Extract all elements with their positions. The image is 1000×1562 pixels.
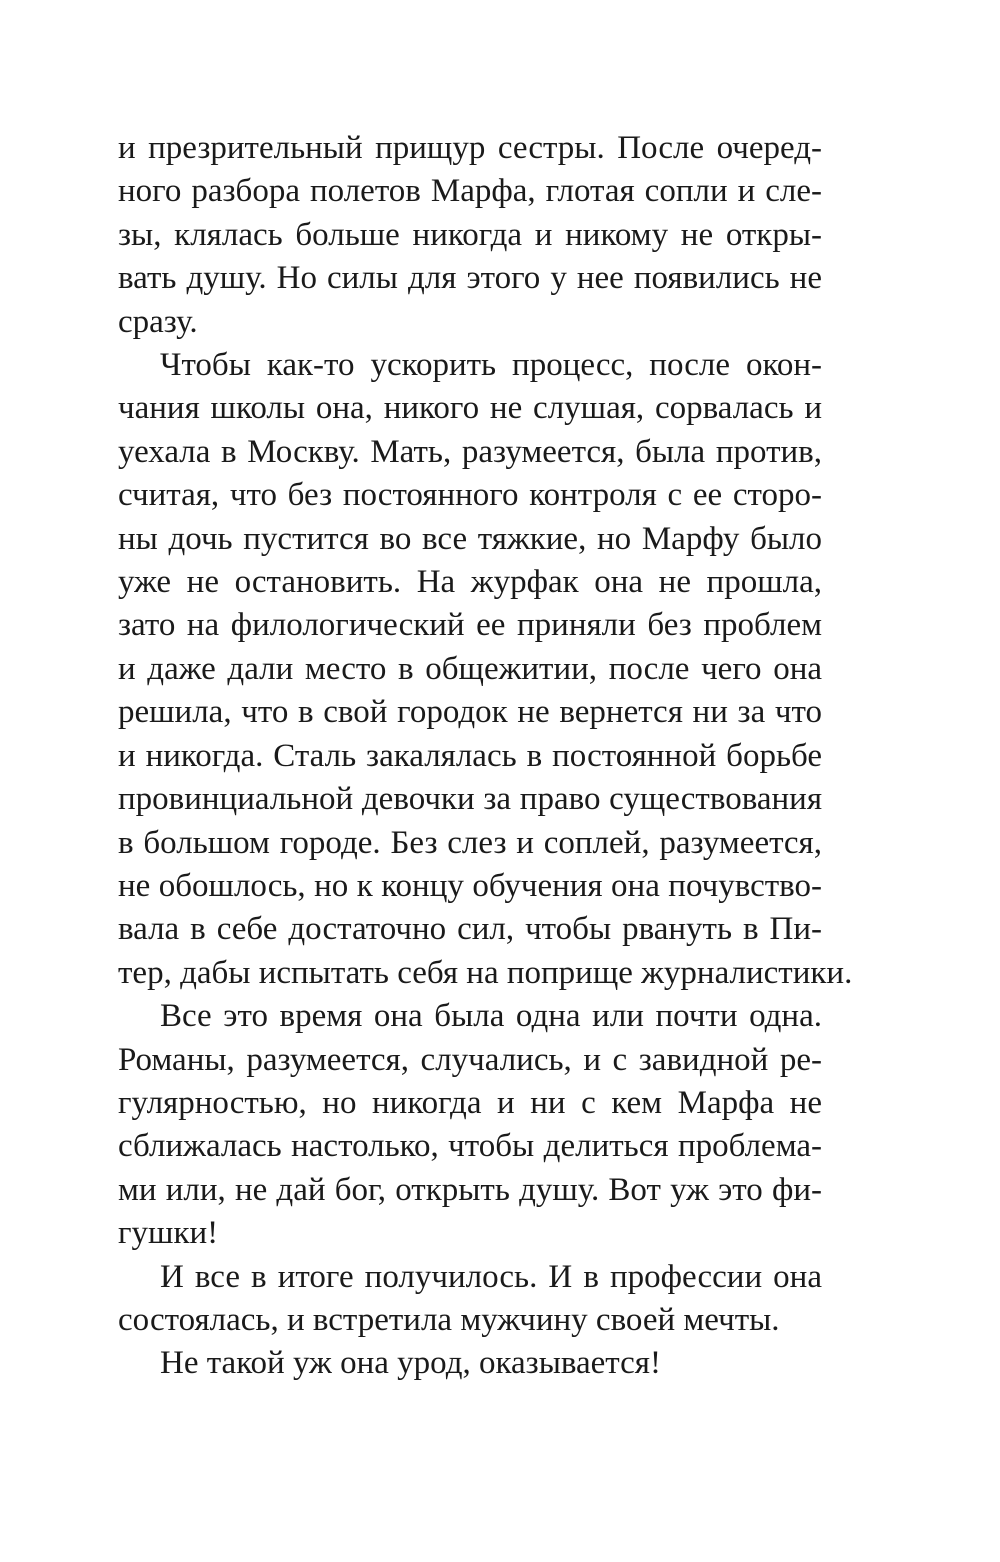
text-line: и даже дали место в общежитии, после чего она (118, 650, 822, 687)
text-line: уехала в Москву. Мать, разумеется, была против, (118, 433, 822, 470)
text-line: провинциальной девочки за право существования (118, 781, 822, 818)
text-line: сближалась настолько, чтобы делиться проблема- (118, 1128, 822, 1165)
text-line: вала в себе достаточно сил, чтобы рвануть в Пи- (118, 911, 822, 948)
text-line: Романы, разумеется, случались, и с завидной ре- (118, 1041, 822, 1078)
text-line: И все в итоге получилось. И в профессии она (160, 1258, 822, 1295)
text-line: Не такой уж она урод, оказывается! (160, 1345, 661, 1382)
text-line: тер, дабы испытать себя на поприще журналистики. (118, 954, 853, 991)
text-line: ми или, не дай бог, открыть душу. Вот уж это фи- (118, 1171, 822, 1208)
text-line: и никогда. Сталь закалялась в постоянной борьбе (118, 737, 822, 774)
text-line: решила, что в свой городок не вернется ни за что (118, 694, 822, 731)
book-page-text (118, 127, 853, 1386)
paragraph-3 (118, 995, 822, 1255)
paragraph-5 (118, 1342, 822, 1385)
paragraph-2 (118, 344, 853, 995)
text-line: сразу. (118, 303, 198, 340)
text-line: Чтобы как-то ускорить процесс, после окон- (160, 347, 822, 384)
text-line: и презрительный прищур сестры. После очеред- (118, 130, 822, 166)
text-line: зато на филологический ее приняли без проблем (118, 607, 822, 644)
text-line: состоялась, и встретила мужчину своей мечты. (118, 1301, 780, 1338)
text-line: гушки! (118, 1215, 219, 1252)
paragraph-4 (118, 1256, 822, 1343)
text-line: ны дочь пустится во все тяжкие, но Марфу было (118, 520, 822, 557)
text-line: в большом городе. Без слез и соплей, разумеется, (118, 824, 822, 861)
text-line: Все это время она была одна или почти одна. (160, 998, 822, 1035)
text-line: уже не остановить. На журфак она не прошла, (118, 564, 822, 601)
paragraph-1 (118, 127, 822, 344)
text-line: считая, что без постоянного контроля с ее сторо- (118, 477, 822, 514)
text-line: зы, клялась больше никогда и никому не откры- (118, 216, 822, 253)
text-line: чания школы она, никого не слушая, сорвалась и (118, 390, 822, 427)
text-line: ного разбора полетов Марфа, глотая сопли и сле- (118, 173, 822, 210)
text-line: вать душу. Но силы для этого у нее появились не (118, 260, 822, 297)
text-line: не обошлось, но к концу обучения она почувство- (118, 867, 822, 904)
text-line: гулярностью, но никогда и ни с кем Марфа не (118, 1084, 822, 1121)
